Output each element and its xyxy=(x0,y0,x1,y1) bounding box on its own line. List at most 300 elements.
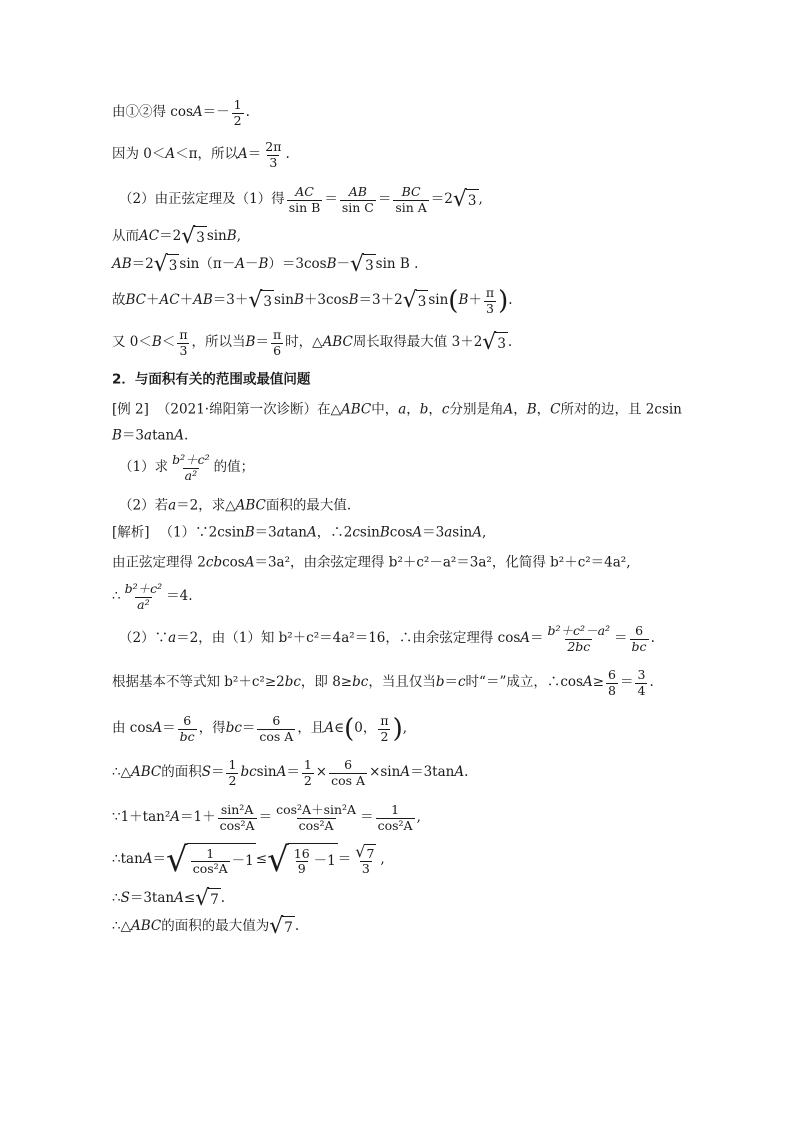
text: sin xyxy=(274,292,294,309)
denominator: 2 xyxy=(228,772,237,788)
var: ABC xyxy=(340,401,372,418)
text: ≥ xyxy=(592,674,605,691)
fraction xyxy=(274,804,358,832)
var: AB xyxy=(112,256,132,273)
example-tag: [例 2] xyxy=(112,401,149,418)
paren: ( xyxy=(448,286,459,316)
text: . xyxy=(245,104,250,121)
var: B xyxy=(458,292,469,309)
numerator: sin²A xyxy=(220,802,254,817)
text: sin xyxy=(428,292,449,309)
text: ＝ xyxy=(210,764,225,781)
text: . xyxy=(649,674,654,691)
text: cos xyxy=(389,524,413,541)
fraction xyxy=(287,186,323,214)
text: 面积的最大值. xyxy=(265,497,352,514)
sqrt: √ 3 xyxy=(452,187,477,212)
text: 中， xyxy=(371,401,399,418)
text: ＝2，求△ xyxy=(176,497,236,514)
fraction xyxy=(271,329,283,357)
fraction xyxy=(257,715,295,743)
var: a xyxy=(168,630,177,647)
text: 分别是角 xyxy=(449,401,504,418)
denominator: a² xyxy=(184,467,198,483)
text: 的面积的最大值为 xyxy=(161,918,270,935)
line-2 xyxy=(112,141,290,169)
numerator: 6 xyxy=(608,667,616,682)
sqrt: √ 3 xyxy=(350,252,374,277)
line-23 xyxy=(112,916,299,938)
text: . xyxy=(184,427,189,444)
text: sin xyxy=(452,524,473,541)
radicand: 3 xyxy=(495,332,508,354)
denominator: cos²A xyxy=(298,817,334,833)
var: C xyxy=(550,401,561,418)
var: S xyxy=(120,890,130,907)
numerator: AB xyxy=(348,184,367,199)
numerator: b²＋c² xyxy=(124,581,163,596)
radicand: 3 xyxy=(167,254,180,276)
numerator: 1 xyxy=(206,845,215,861)
text: 由①②得 cos xyxy=(112,104,193,121)
text: 故 xyxy=(112,292,126,309)
sqrt: √ 7 xyxy=(195,886,219,911)
numerator: 1 xyxy=(391,802,400,817)
numerator: 6 xyxy=(635,623,644,638)
text: ＝ xyxy=(377,191,392,208)
text: ＝ xyxy=(324,191,338,208)
text: 时，△ xyxy=(285,334,323,351)
text: ，所以当 xyxy=(191,334,246,351)
denominator: bc xyxy=(179,728,195,744)
numerator xyxy=(353,844,378,861)
fraction xyxy=(232,99,244,127)
var: A xyxy=(152,720,163,737)
text: 的值； xyxy=(213,459,255,476)
text: ＝ xyxy=(444,674,458,691)
sqrt: √ 7 xyxy=(355,842,375,862)
text: cos xyxy=(222,554,245,571)
fraction xyxy=(177,329,189,357)
text: , xyxy=(236,228,241,245)
text: ＋ xyxy=(179,292,194,309)
text: ∴△ xyxy=(112,918,131,935)
var: A xyxy=(520,630,531,647)
text: ＝ xyxy=(619,674,634,691)
fraction xyxy=(263,141,283,169)
var: S xyxy=(201,764,211,781)
text: ， xyxy=(536,401,551,418)
var: ABC xyxy=(235,497,266,514)
numerator: π xyxy=(179,327,188,342)
numerator: 6 xyxy=(344,757,353,772)
text: ≤ xyxy=(255,851,268,868)
text: 因为 0＜ xyxy=(112,146,166,163)
text: , xyxy=(402,720,408,737)
text: ＝1＋ xyxy=(180,809,216,826)
radicand: 3 xyxy=(194,226,207,248)
var: AC xyxy=(139,228,160,245)
var: a xyxy=(144,427,153,444)
var: B xyxy=(326,256,337,273)
numerator: 1 xyxy=(233,97,242,112)
denominator: cos²A xyxy=(377,817,413,833)
line-10 xyxy=(112,429,188,443)
var: A xyxy=(192,104,203,121)
sqrt: √ 3 xyxy=(153,252,178,277)
numerator: 1 xyxy=(303,757,312,772)
text: ， xyxy=(406,401,420,418)
text: 从而 xyxy=(112,228,139,245)
text: － xyxy=(336,256,351,273)
text: . xyxy=(508,292,513,309)
text: 所对的边，且 2csin xyxy=(560,401,682,418)
var: A xyxy=(412,524,423,541)
denominator: sin A xyxy=(395,199,427,215)
text: ＝ xyxy=(360,809,374,826)
line-16 xyxy=(119,625,655,653)
denominator: 4 xyxy=(637,682,646,698)
var: A xyxy=(142,851,153,868)
numerator: 3 xyxy=(637,667,646,682)
fraction xyxy=(218,804,257,832)
var: A xyxy=(170,809,181,826)
var: A xyxy=(244,554,255,571)
radicand xyxy=(187,843,256,877)
text: ＜π，所以 xyxy=(175,146,239,163)
text: ＝2 xyxy=(131,256,154,273)
text: ∴ xyxy=(112,890,121,907)
numerator: 1 xyxy=(228,757,237,772)
fraction xyxy=(393,186,428,214)
numerator: π xyxy=(485,285,495,300)
radicand: 7 xyxy=(208,888,221,910)
denominator: cos A xyxy=(259,728,294,744)
text: ＝3＋2 xyxy=(358,292,403,309)
denominator: 2 xyxy=(233,112,242,128)
var: bc xyxy=(225,720,242,737)
fraction xyxy=(353,844,378,876)
text: ）＝3cos xyxy=(268,256,327,273)
text: ∴ xyxy=(112,588,121,605)
fraction xyxy=(606,669,618,697)
text: ＝2 xyxy=(430,191,453,208)
text: ＋ xyxy=(468,292,482,309)
text: ， xyxy=(428,401,442,418)
text: ＝3 xyxy=(254,524,277,541)
denominator: 3 xyxy=(361,861,370,877)
line-14 xyxy=(112,556,631,570)
line-21 xyxy=(112,840,385,880)
text: 又 0＜ xyxy=(112,334,152,351)
var: B xyxy=(293,292,304,309)
solution-tag: [解析] xyxy=(112,524,150,541)
radicand: 7 xyxy=(282,916,295,938)
fraction xyxy=(191,845,230,876)
sqrt: √ $\frac{16}{9}$ －1 xyxy=(267,840,336,880)
var: A xyxy=(324,720,335,737)
denominator: 9 xyxy=(297,861,306,876)
var: A xyxy=(400,764,411,781)
text: ＝3tan xyxy=(129,890,175,907)
text: ， xyxy=(513,401,527,418)
var: a xyxy=(398,401,407,418)
numerator: π xyxy=(380,713,389,728)
var: B xyxy=(112,427,122,444)
text: . xyxy=(220,890,226,907)
text: , xyxy=(478,191,483,208)
fraction xyxy=(376,804,415,832)
fraction xyxy=(170,454,212,482)
var: c xyxy=(457,674,466,691)
text: ∈ xyxy=(334,720,345,737)
text: ∴tan xyxy=(112,851,143,868)
text: ＝3＋ xyxy=(212,292,249,309)
text: sin B . xyxy=(375,256,419,273)
text: （1）求 xyxy=(119,459,169,476)
var: B xyxy=(226,228,237,245)
text: （2）若 xyxy=(119,497,169,514)
text: . xyxy=(464,764,469,781)
numerator: 16 xyxy=(293,845,310,861)
text: sin（π－ xyxy=(179,256,236,273)
text: － xyxy=(244,256,259,273)
text: （2021·绵阳第一次诊断）在△ xyxy=(156,401,341,418)
var: A xyxy=(472,524,482,541)
text: 时“＝”成立，∴cos xyxy=(465,674,583,691)
line-11 xyxy=(119,454,254,482)
var: A xyxy=(238,146,248,163)
line-18 xyxy=(112,715,407,743)
var: AB xyxy=(193,292,213,309)
var: A xyxy=(174,890,184,907)
denominator: 2 xyxy=(303,772,312,788)
fraction xyxy=(635,669,647,697)
line-4 xyxy=(112,226,241,248)
text: 周长取得最大值 3＋2 xyxy=(352,334,483,351)
var: BC xyxy=(125,292,147,309)
var: AC xyxy=(159,292,180,309)
numerator: cos²A＋sin²A xyxy=(276,802,357,817)
radicand: 3 xyxy=(363,254,376,276)
radicand: 3 xyxy=(261,290,274,312)
sqrt: √ 3 xyxy=(482,330,506,355)
denominator: 3 xyxy=(179,342,188,358)
numerator: 6 xyxy=(183,713,192,728)
text: , xyxy=(380,851,385,868)
numerator: AC xyxy=(295,184,314,199)
line-5 xyxy=(112,254,418,276)
text: ＝2 xyxy=(159,228,182,245)
var: B xyxy=(244,524,255,541)
var: B xyxy=(245,334,256,351)
line-17 xyxy=(112,669,654,697)
var: A xyxy=(165,146,176,163)
text: 的面积 xyxy=(161,764,202,781)
line-19 xyxy=(112,759,468,787)
text: . xyxy=(650,630,655,647)
text: ，且 xyxy=(297,720,325,737)
text: . xyxy=(507,334,513,351)
text: ＝ xyxy=(162,720,176,737)
var: A xyxy=(582,674,593,691)
text: , xyxy=(482,524,487,541)
radicand xyxy=(288,843,338,877)
text: ＝－ xyxy=(202,104,230,121)
line-7 xyxy=(112,329,512,357)
var: cb xyxy=(205,554,223,571)
denominator: 2 xyxy=(380,728,389,744)
text: tan xyxy=(152,427,175,444)
sqrt: √ 3 xyxy=(181,224,205,249)
text: ＝ xyxy=(286,764,300,781)
text: 根据基本不等式知 b²＋c²≥2 xyxy=(112,674,285,691)
line-20 xyxy=(112,804,421,832)
denominator: a² xyxy=(137,596,150,612)
var: ABC xyxy=(322,334,353,351)
text: ≤ xyxy=(183,890,196,907)
text: （2）∵ xyxy=(119,630,169,647)
var: ABC xyxy=(130,764,162,781)
var: a xyxy=(276,524,285,541)
var: B xyxy=(151,334,162,351)
denominator: cos²A xyxy=(219,817,255,833)
radicand: 3 xyxy=(466,189,479,211)
text: ＝ xyxy=(530,630,544,647)
fraction xyxy=(630,625,649,653)
paren: ( xyxy=(344,714,355,744)
denominator: 3 xyxy=(269,154,278,170)
denominator: 3 xyxy=(485,300,494,316)
fraction xyxy=(226,759,238,787)
sqrt: √ 7 xyxy=(269,914,293,939)
var: bc xyxy=(352,674,369,691)
line-15 xyxy=(112,583,193,611)
var: B xyxy=(348,292,359,309)
fraction xyxy=(292,845,312,876)
var: c xyxy=(441,401,450,418)
var: A xyxy=(503,401,514,418)
var: A xyxy=(306,524,317,541)
text: －1 xyxy=(313,852,336,869)
var: B xyxy=(379,524,390,541)
var: B xyxy=(526,401,537,418)
text: －1 xyxy=(231,852,254,869)
var: bc xyxy=(240,764,257,781)
text: 0， xyxy=(354,720,377,737)
numerator: π xyxy=(272,327,282,342)
var: B xyxy=(258,256,269,273)
text: ＝ xyxy=(337,851,352,868)
var: b xyxy=(419,401,429,418)
text: ＝ xyxy=(241,720,256,737)
text: × xyxy=(315,764,328,781)
text: ∵1＋tan² xyxy=(112,809,171,826)
line-12 xyxy=(119,499,351,513)
line-9 xyxy=(112,403,682,417)
text: ＝3a²，由余弦定理得 b²＋c²－a²＝3a²，化简得 b²＋c²＝4a², xyxy=(254,554,631,571)
line-1 xyxy=(112,99,250,127)
text: , xyxy=(416,809,421,826)
numerator: b²＋c² xyxy=(172,452,210,467)
text: 由 cos xyxy=(112,720,153,737)
fraction xyxy=(484,287,496,315)
sqrt: √ 3 xyxy=(402,288,427,313)
fraction xyxy=(178,715,197,743)
text: （2）由正弦定理及（1）得 xyxy=(119,191,285,208)
text: ＝3 xyxy=(121,427,145,444)
numerator: 2π xyxy=(265,139,282,154)
text: sin xyxy=(359,524,380,541)
fraction xyxy=(329,759,367,787)
text: （1）∵2csin xyxy=(159,524,245,541)
var: A xyxy=(174,427,184,444)
text: ＝ xyxy=(614,630,628,647)
var: b xyxy=(435,674,445,691)
text: ＜ xyxy=(161,334,176,351)
line-3 xyxy=(119,186,483,214)
denominator: sin C xyxy=(341,199,374,215)
text: ∴△ xyxy=(112,764,131,781)
var: ABC xyxy=(130,918,162,935)
text: ＝ xyxy=(152,851,167,868)
text: sin xyxy=(256,764,277,781)
text: sin xyxy=(206,228,227,245)
text: 由正弦定理得 2 xyxy=(112,554,206,571)
var: A xyxy=(276,764,287,781)
var: a xyxy=(168,497,177,514)
radicand: 3 xyxy=(416,290,429,312)
text: ×sin xyxy=(369,764,401,781)
text: ＝ xyxy=(258,809,273,826)
sqrt: √ 3 xyxy=(248,288,272,313)
numerator: b²＋c²－a² xyxy=(547,623,611,638)
text: ，当且仅当 xyxy=(368,674,436,691)
denominator: 6 xyxy=(273,342,282,358)
text: ＝4. xyxy=(166,588,193,605)
denominator: sin B xyxy=(288,199,321,215)
denominator: 8 xyxy=(608,682,616,698)
fraction xyxy=(302,759,314,787)
line-22 xyxy=(112,888,225,910)
section-heading xyxy=(112,373,310,387)
text: ＝2，由（1）知 b²＋c²＝4a²＝16，∴由余弦定理得 cos xyxy=(176,630,521,647)
sqrt: √ $\frac{1}{\text{cos²A}}$ －1 xyxy=(166,840,254,880)
var: A xyxy=(454,764,465,781)
text: ＝ xyxy=(247,146,262,163)
text: ＝3 xyxy=(422,524,445,541)
fraction xyxy=(123,583,165,611)
text: ，得 xyxy=(198,720,226,737)
fraction xyxy=(340,186,376,214)
line-13 xyxy=(112,526,486,540)
text: . xyxy=(285,146,290,163)
denominator: 2bc xyxy=(567,638,591,654)
text: ，即 8≥ xyxy=(300,674,353,691)
var: c xyxy=(352,524,360,541)
text: ＋3cos xyxy=(303,292,349,309)
line-6 xyxy=(112,287,513,315)
text: ＋ xyxy=(146,292,160,309)
text: tan xyxy=(284,524,307,541)
text: . xyxy=(294,918,300,935)
denominator: cos A xyxy=(331,772,366,788)
var: bc xyxy=(284,674,301,691)
fraction xyxy=(546,625,613,653)
var: A xyxy=(235,256,245,273)
text: ，∴2 xyxy=(316,524,353,541)
heading-text: 2．与面积有关的范围或最值问题 xyxy=(112,371,311,388)
